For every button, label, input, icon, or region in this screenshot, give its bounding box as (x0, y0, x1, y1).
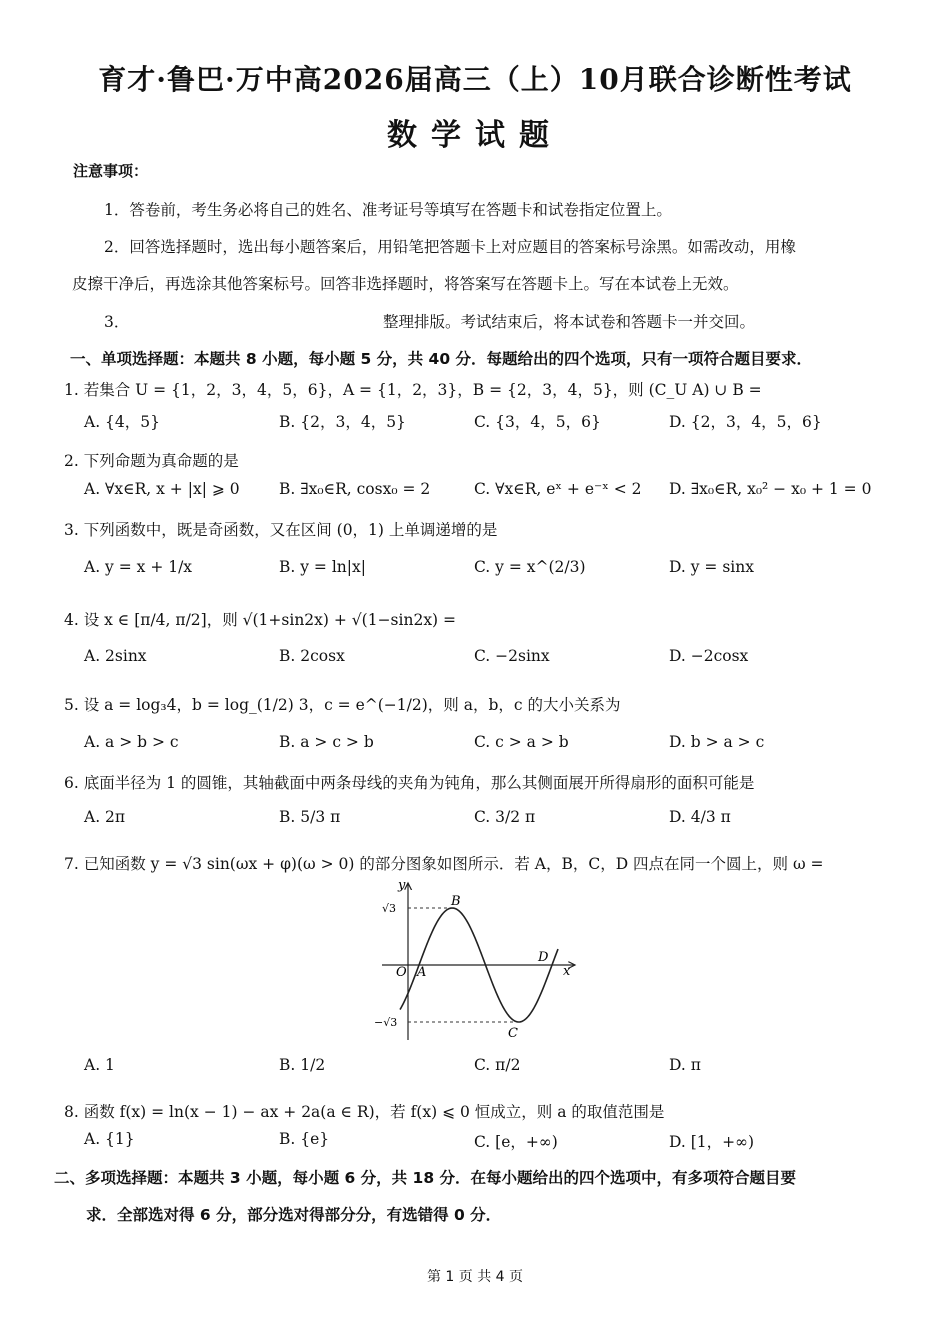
notice-heading: 注意事项： (73, 162, 149, 180)
question-4-stem: 4. 设 x ∈ [π/4, π/2]，则 √(1+sin2x) + √(1−sin2x) = (64, 611, 457, 629)
section1-heading: 一、单项选择题：本题共 8 小题，每小题 5 分，共 40 分．每题给出的四个选项，只有一项符合题目要求． (70, 350, 813, 368)
point-d-label: D (538, 950, 549, 965)
notice-item-2-cont: 皮擦干净后，再选涂其他答案标号。回答非选择题时，将答案写在答题卡上。写在本试卷上无效。 (72, 275, 739, 293)
question-8-option-d: D. [1，+∞) (669, 1133, 755, 1151)
notice-item-1: 1．答卷前，考生务必将自己的姓名、准考证号等填写在答题卡和试卷指定位置上。 (104, 201, 672, 219)
question-7-option-a: A. 1 (84, 1056, 115, 1074)
question-4-option-a: A. 2sinx (84, 647, 147, 665)
question-2-stem: 2. 下列命题为真命题的是 (64, 452, 239, 470)
question-2-option-a: A. ∀x∈R, x + |x| ⩾ 0 (84, 480, 240, 498)
section2-heading: 二、多项选择题：本题共 3 小题，每小题 6 分，共 18 分．在每小题给出的四个选项中，有多项符合题目要 (54, 1169, 797, 1187)
question-5-option-a: A. a > b > c (84, 733, 179, 751)
question-3-option-b: B. y = ln|x| (279, 558, 366, 576)
question-5-option-b: B. a > c > b (279, 733, 374, 751)
question-2-option-b: B. ∃x₀∈R, cosx₀ = 2 (279, 480, 431, 498)
question-7-stem: 7. 已知函数 y = √3 sin(ωx + φ)(ω > 0) 的部分图象如图所示．若 A，B，C，D 四点在同一个圆上，则 ω = (64, 855, 824, 873)
notice-item-3-number: 3． (104, 313, 130, 331)
question-7-option-c: C. π/2 (474, 1056, 521, 1074)
question-7-option-d: D. π (669, 1056, 701, 1074)
x-axis-label: x (563, 964, 571, 979)
question-3-option-d: D. y = sinx (669, 558, 754, 576)
question-7-function-graph (360, 875, 590, 1045)
notice-item-3-text: 整理排版。考试结束后，将本试卷和答题卡一并交回。 (383, 313, 756, 331)
exam-subject-title: 数学试题 (387, 118, 563, 153)
question-2-option-c: C. ∀x∈R, eˣ + e⁻ˣ < 2 (474, 480, 642, 498)
question-7-option-b: B. 1/2 (279, 1056, 326, 1074)
question-6-stem: 6. 底面半径为 1 的圆锥，其轴截面中两条母线的夹角为钝角，那么其侧面展开所得扇形的面积可能是 (64, 774, 755, 792)
question-5-option-c: C. c > a > b (474, 733, 569, 751)
question-5-stem: 5. 设 a = log₃4，b = log_(1/2) 3，c = e^(−1/2)，则 a，b，c 的大小关系为 (64, 696, 621, 714)
question-1-option-c: C. {3，4，5，6} (474, 413, 601, 431)
question-1-stem: 1. 若集合 U = {1，2，3，4，5，6}，A = {1，2，3}，B = {2，3，4，5}，则 (C_U A) ∪ B = (64, 381, 762, 399)
question-6-option-b: B. 5/3 π (279, 808, 341, 826)
question-4-option-d: D. −2cosx (669, 647, 749, 665)
question-4-option-b: B. 2cosx (279, 647, 345, 665)
question-4-option-c: C. −2sinx (474, 647, 550, 665)
y-min-label: −√3 (374, 1016, 398, 1029)
question-2-option-d: D. ∃x₀∈R, x₀² − x₀ + 1 = 0 (669, 480, 872, 498)
question-8-option-c: C. [e，+∞) (474, 1133, 558, 1151)
question-8-option-a: A. {1} (84, 1130, 135, 1148)
question-3-option-a: A. y = x + 1/x (84, 558, 193, 576)
question-1-option-d: D. {2，3，4，5，6} (669, 413, 822, 431)
question-3-option-c: C. y = x^(2/3) (474, 558, 586, 576)
question-8-stem: 8. 函数 f(x) = ln(x − 1) − ax + 2a(a ∈ R)，若 f(x) ⩽ 0 恒成立，则 a 的取值范围是 (64, 1103, 665, 1121)
page-footer: 第 1 页 共 4 页 (426, 1269, 524, 1285)
point-c-label: C (508, 1026, 518, 1041)
y-axis-label: y (398, 878, 406, 893)
question-1-option-a: A. {4，5} (84, 413, 160, 431)
question-6-option-a: A. 2π (84, 808, 126, 826)
question-6-option-d: D. 4/3 π (669, 808, 731, 826)
origin-label: O (396, 965, 407, 980)
y-max-label: √3 (382, 902, 397, 915)
exam-title: 育才·鲁巴·万中高2026届高三（上）10月联合诊断性考试 (98, 63, 852, 96)
point-b-label: B (451, 894, 461, 909)
question-5-option-d: D. b > a > c (669, 733, 765, 751)
question-1-option-b: B. {2，3，4，5} (279, 413, 406, 431)
question-8-option-b: B. {e} (279, 1130, 330, 1148)
notice-item-2: 2．回答选择题时，选出每小题答案后，用铅笔把答题卡上对应题目的答案标号涂黑。如需改动，用橡 (104, 238, 796, 256)
question-3-stem: 3. 下列函数中，既是奇函数，又在区间 (0，1) 上单调递增的是 (64, 521, 498, 539)
question-6-option-c: C. 3/2 π (474, 808, 536, 826)
section2-heading-cont: 求．全部选对得 6 分，部分选对得部分分，有选错得 0 分． (86, 1206, 502, 1224)
point-a-label: A (417, 965, 427, 980)
